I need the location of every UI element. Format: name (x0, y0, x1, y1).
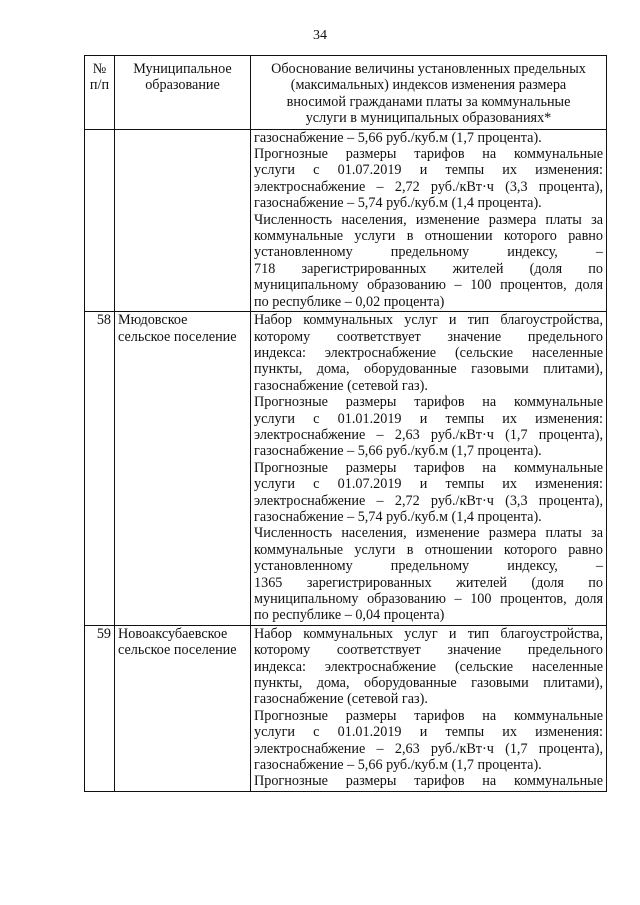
basis-line: индекса: электроснабжение (сельские населенные (254, 658, 603, 675)
basis-line: электроснабжение – 2,63 руб./кВт·ч (1,7 процента), (254, 740, 603, 757)
basis-line: 1365 зарегистрированных жителей (доля по (254, 574, 603, 591)
basis-line: коммунальные услуги в отношении которого равно (254, 228, 603, 245)
basis-line: электроснабжение – 2,63 руб./кВт·ч (1,7 процента), (254, 426, 603, 443)
municipality-name-line: Новоаксубаевское (118, 625, 228, 642)
basis-line: по республике – 0,02 процента) (254, 293, 445, 310)
basis-line: которому соответствует значение предельного (254, 328, 603, 345)
basis-line: услуги с 01.01.2019 и темпы их изменения: (254, 410, 603, 427)
header-municipality-line: Муниципальное (133, 61, 232, 77)
page-number: 34 (313, 28, 327, 43)
basis-line: установленному предельному индексу, – (254, 558, 603, 575)
basis-line: пункты, дома, оборудованные газовыми плитами), (254, 675, 603, 692)
row-number: 59 (85, 625, 115, 791)
header-number (85, 56, 115, 130)
basis-line: Набор коммунальных услуг и тип благоустройства, (254, 312, 603, 329)
basis-line: Прогнозные размеры тарифов на коммунальные (254, 459, 603, 476)
basis-line: муниципальному образованию – 100 процентов, доля (254, 277, 603, 294)
tariff-table (84, 55, 607, 792)
header-number-line: № (92, 61, 107, 77)
basis-line: газоснабжение – 5,74 руб./куб.м (1,4 процента). (254, 195, 542, 212)
row-number (85, 129, 115, 311)
basis-line: по республике – 0,04 процента) (254, 607, 445, 624)
basis-line: услуги с 01.07.2019 и темпы их изменения: (254, 476, 603, 493)
basis-content (251, 312, 607, 626)
basis-line: пункты, дома, оборудованные газовыми плитами), (254, 361, 603, 378)
municipality-name-line: сельское поселение (118, 328, 237, 345)
basis-line: Численность населения, изменение размера платы за (254, 211, 603, 228)
basis-line: Прогнозные размеры тарифов на коммунальные (254, 394, 603, 411)
basis-line: Прогнозные размеры тарифов на коммунальные (254, 773, 603, 790)
basis-line: которому соответствует значение предельного (254, 642, 603, 659)
header-municipality-line: образование (145, 77, 220, 94)
header-basis (251, 56, 607, 130)
basis-line: газоснабжение – 5,74 руб./куб.м (1,4 процента). (254, 508, 542, 525)
basis-line: коммунальные услуги в отношении которого равно (254, 541, 603, 558)
table-row (85, 625, 607, 791)
basis-line: газоснабжение (сетевой газ). (254, 691, 428, 708)
header-basis-line: Обоснование величины установленных предельных (271, 61, 586, 77)
basis-line: Прогнозные размеры тарифов на коммунальные (254, 146, 603, 163)
table-body (85, 129, 607, 791)
table-row (85, 129, 607, 311)
header-basis-line: вносимой гражданами платы за коммунальные (286, 93, 571, 110)
basis-line: Численность населения, изменение размера платы за (254, 525, 603, 542)
header-basis-line: (максимальных) индексов изменения размера (290, 77, 567, 94)
basis-line: газоснабжение (сетевой газ). (254, 377, 428, 394)
basis-line: 718 зарегистрированных жителей (доля по (254, 260, 603, 277)
row-number: 58 (85, 312, 115, 626)
table-header-row (85, 56, 607, 130)
municipality-name (115, 625, 251, 791)
basis-line: индекса: электроснабжение (сельские населенные (254, 344, 603, 361)
basis-line: электроснабжение – 2,72 руб./кВт·ч (3,3 процента), (254, 492, 603, 509)
municipality-name-line: Мюдовское (118, 312, 188, 329)
basis-line: муниципальному образованию – 100 процентов, доля (254, 591, 603, 607)
basis-line: установленному предельному индексу, – (254, 244, 603, 261)
municipality-name (115, 312, 251, 626)
basis-line: услуги с 01.07.2019 и темпы их изменения: (254, 162, 603, 179)
basis-line: газоснабжение – 5,66 руб./куб.м (1,7 процента). (254, 757, 542, 774)
header-number-line: п/п (89, 77, 110, 94)
basis-line: Прогнозные размеры тарифов на коммунальные (254, 707, 603, 724)
header-municipality (115, 56, 251, 130)
municipality-name (115, 129, 251, 311)
basis-line: газоснабжение – 5,66 руб./куб.м (1,7 процента). (254, 129, 542, 146)
basis-line: электроснабжение – 2,72 руб./кВт·ч (3,3 процента), (254, 178, 603, 195)
basis-content (251, 625, 607, 791)
basis-line: газоснабжение – 5,66 руб./куб.м (1,7 процента). (254, 443, 542, 460)
municipality-name-line: сельское поселение (118, 642, 237, 659)
basis-line: Набор коммунальных услуг и тип благоустройства, (254, 625, 603, 642)
header-basis-line: услуги в муниципальных образованиях* (305, 110, 552, 127)
basis-content (251, 129, 607, 311)
basis-line: услуги с 01.01.2019 и темпы их изменения: (254, 724, 603, 741)
table-row (85, 312, 607, 626)
